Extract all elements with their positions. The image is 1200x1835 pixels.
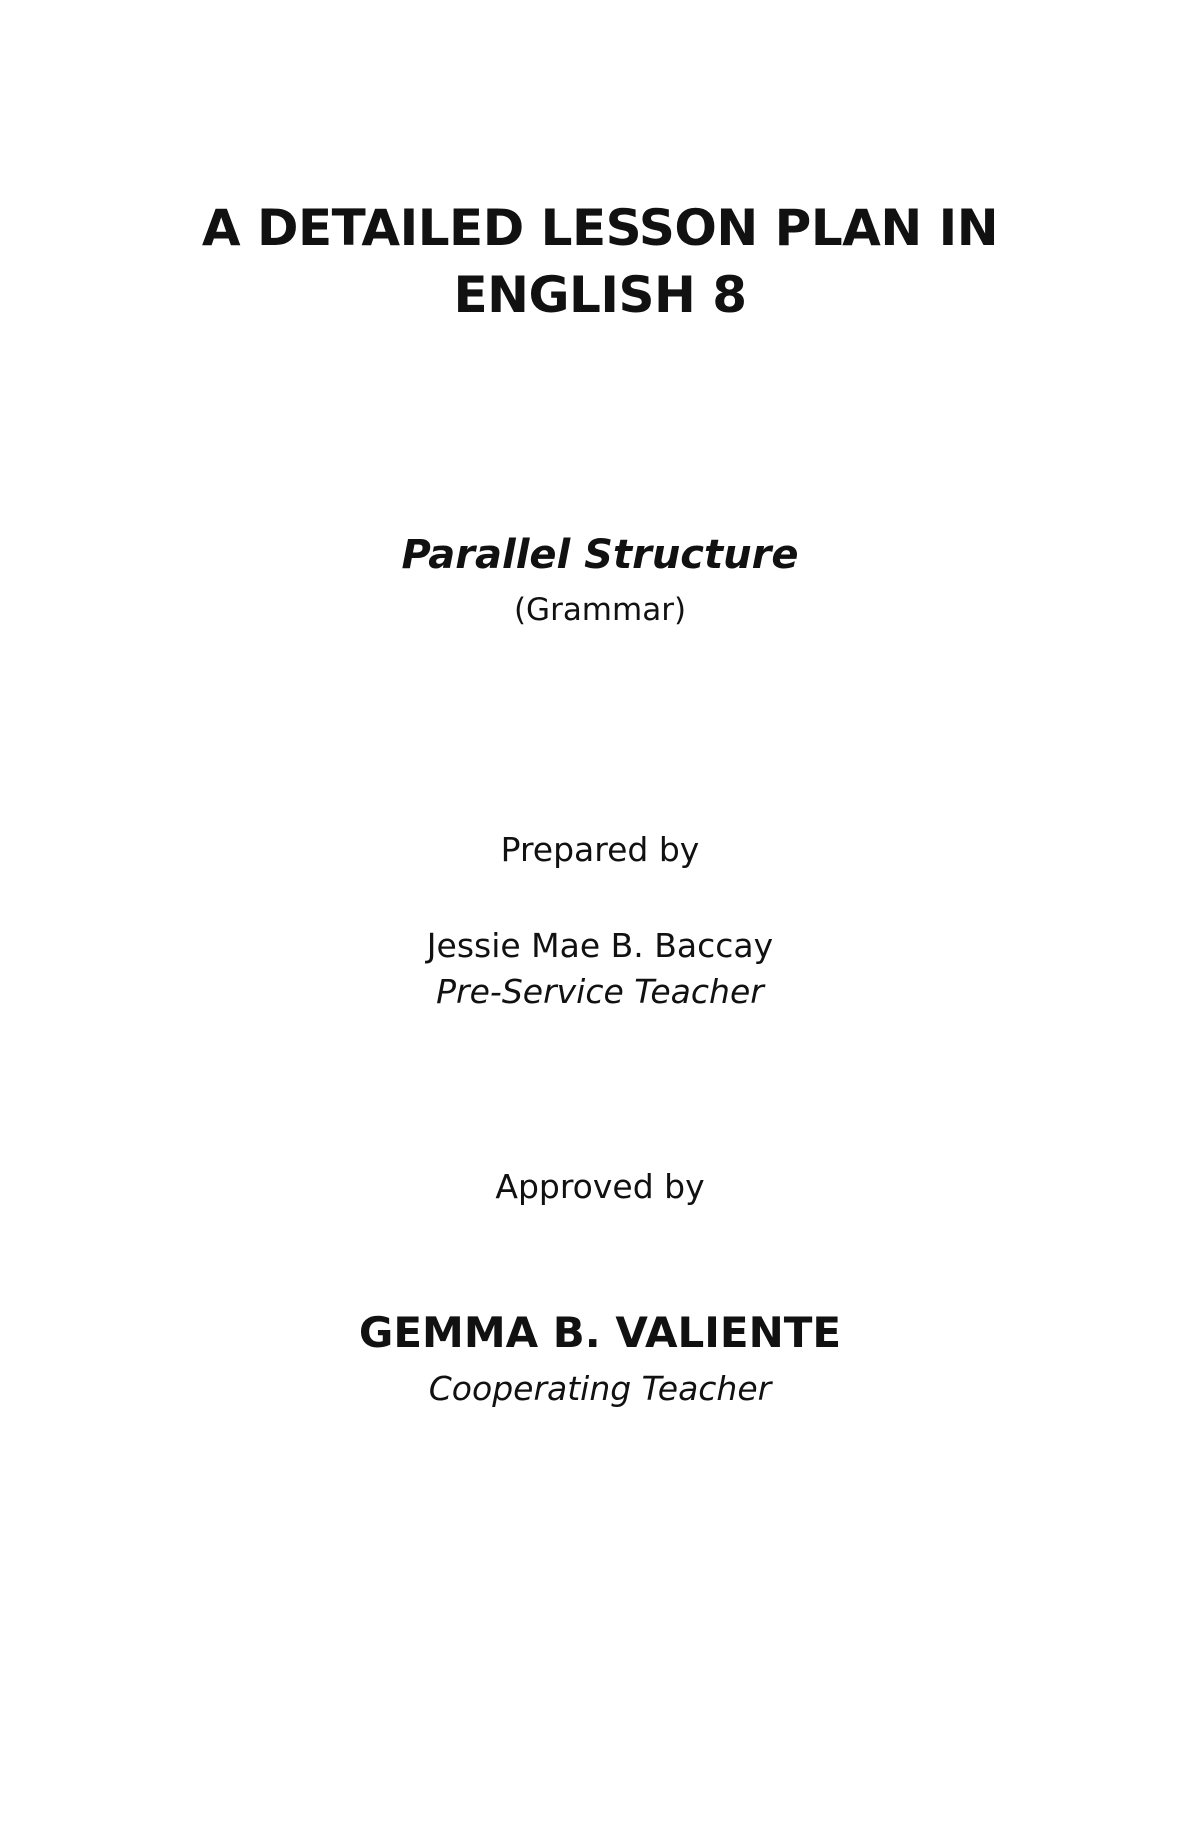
approver-name: GEMMA B. VALIENTE (358, 1308, 842, 1357)
title-line-2: ENGLISH 8 (453, 266, 747, 324)
approver-role: Cooperating Teacher (428, 1369, 772, 1408)
lesson-topic: Parallel Structure (401, 532, 799, 578)
lesson-plan-title (0, 195, 1200, 329)
lesson-subject: (Grammar) (513, 592, 687, 628)
title-line-1: A DETAILED LESSON PLAN IN (201, 199, 999, 257)
approved-by-label: Approved by (495, 1167, 705, 1206)
prepared-by-label: Prepared by (500, 830, 700, 869)
preparer-role: Pre-Service Teacher (436, 972, 764, 1011)
preparer-block (0, 923, 1200, 1015)
preparer-name: Jessie Mae B. Baccay (426, 926, 774, 965)
